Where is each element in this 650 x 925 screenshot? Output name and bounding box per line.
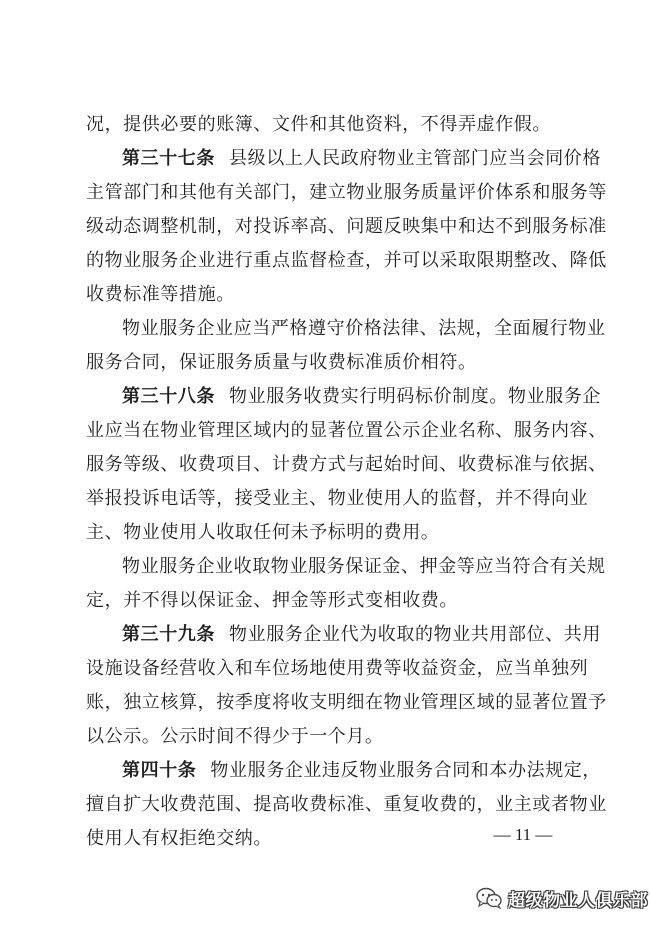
watermark-text: 超级物业人俱乐部	[508, 890, 648, 911]
paragraph-line-18	[86, 686, 607, 720]
paragraph-line-12	[86, 482, 589, 516]
line-text: 举报投诉电话等，接受业主、物业使用人的监督，并不得向业	[86, 488, 589, 509]
article-40-heading-line	[122, 754, 602, 788]
paragraph-line-14	[122, 550, 606, 584]
page-number: — 11 —	[493, 825, 553, 844]
article-38-label: 第三十八条	[122, 386, 215, 407]
paragraph-line-6	[86, 278, 572, 312]
article-39-heading-line	[122, 618, 601, 652]
line-text: 服务等级、收费项目、计费方式与起始时间、收费标准与依据、	[86, 454, 607, 475]
line-text: 况，提供必要的账簿、文件和其他资料，不得弄虚作假。	[86, 114, 551, 135]
line-text: 县级以上人民政府物业主管部门应当会同价格	[229, 148, 601, 169]
wechat-icon	[476, 887, 502, 909]
line-text: 使用人有权拒绝交纳。	[86, 828, 272, 849]
article-40-label: 第四十条	[122, 760, 197, 781]
line-text: 物业服务企业收取物业服务保证金、押金等应当符合有关规	[122, 556, 606, 577]
paragraph-line-10	[86, 414, 607, 448]
article-37-heading-line	[122, 142, 601, 176]
line-text: 级动态调整机制，对投诉率高、问题反映集中和达不到服务标准	[86, 216, 607, 237]
line-text: 以公示。公示时间不得少于一个月。	[86, 726, 384, 747]
article-39-label: 第三十九条	[122, 624, 215, 645]
line-text: 物业服务企业代为收取的物业共用部位、共用	[229, 624, 601, 645]
paragraph-line-7	[122, 312, 606, 346]
article-38-heading-line	[122, 380, 601, 414]
line-text: 的物业服务企业进行重点监督检查，并可以采取限期整改、降低	[86, 250, 607, 271]
paragraph-line-3	[86, 176, 607, 210]
line-text: 主管部门和其他有关部门，建立物业服务质量评价体系和服务等	[86, 182, 607, 203]
paragraph-line-1	[86, 108, 572, 142]
line-text: 主、物业使用人收取任何未予标明的费用。	[86, 522, 440, 543]
watermark	[476, 883, 648, 913]
article-37-label: 第三十七条	[122, 148, 215, 169]
line-text: 物业服务企业违反物业服务合同和本办法规定，	[210, 760, 602, 781]
paragraph-line-11	[86, 448, 607, 482]
line-text: 服务合同，保证服务质量与收费标准质价相符。	[86, 352, 477, 373]
line-text: 业应当在物业管理区域内的显著位置公示企业名称、服务内容、	[86, 420, 607, 441]
line-text: 擅自扩大收费范围、提高收费标准、重复收费的，业主或者物业	[86, 794, 607, 815]
line-text: 定，并不得以保证金、押金等形式变相收费。	[86, 590, 458, 611]
paragraph-line-4	[86, 210, 607, 244]
line-text: 物业服务收费实行明码标价制度。物业服务企	[229, 386, 601, 407]
line-text: 账，独立核算，按季度将收支明细在物业管理区域的显著位置予	[86, 692, 607, 713]
paragraph-line-15	[86, 584, 572, 618]
paragraph-line-5	[86, 244, 607, 278]
line-text: 收费标准等措施。	[86, 284, 235, 305]
line-text: 设施设备经营收入和车位场地使用费等收益资金，应当单独列	[86, 658, 589, 679]
paragraph-line-13	[86, 516, 572, 550]
line-text: 物业服务企业应当严格遵守价格法律、法规，全面履行物业	[122, 318, 606, 339]
paragraph-line-17	[86, 652, 589, 686]
paragraph-line-19	[86, 720, 572, 754]
paragraph-line-8	[86, 346, 572, 380]
paragraph-line-21	[86, 788, 607, 822]
